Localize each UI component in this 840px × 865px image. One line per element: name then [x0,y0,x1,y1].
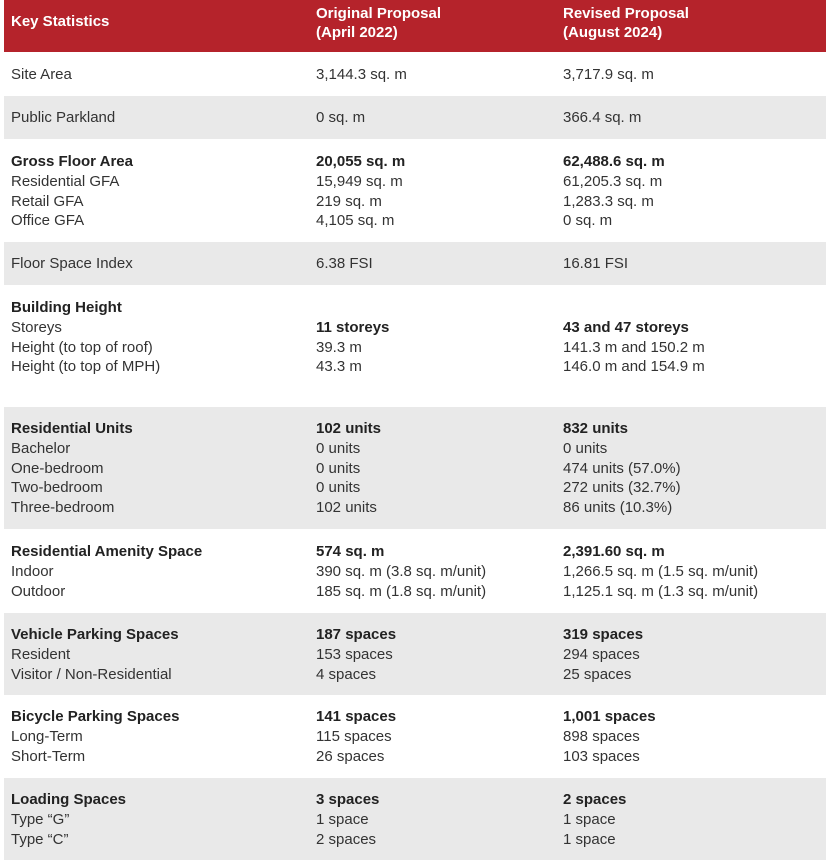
header-key-statistics: Key Statistics [11,13,110,30]
resident-parking-label: Resident [11,645,71,663]
indoor-original: 390 sq. m (3.8 sq. m/unit) [316,562,487,580]
retail-gfa-label: Retail GFA [11,192,84,210]
office-gfa-original: 4,105 sq. m [316,212,395,230]
amenity-label: Residential Amenity Space [11,543,203,560]
loading-label: Loading Spaces [11,791,127,808]
short-term-label: Short-Term [11,747,86,765]
type-c-original: 2 spaces [316,830,377,848]
site-area-revised: 3,717.9 sq. m [563,66,654,83]
type-c-label: Type “C” [11,830,69,848]
office-gfa-label: Office GFA [11,212,85,230]
visitor-parking-original: 4 spaces [316,665,377,683]
three-bedroom-original: 102 units [316,499,377,517]
fsi-label: Floor Space Index [11,255,133,272]
bachelor-label: Bachelor [11,439,71,457]
roof-height-label: Height (to top of roof) [11,338,153,356]
storeys-revised: 43 and 47 storeys [563,318,689,336]
row-gross-floor-area [4,139,826,242]
amenity-original: 574 sq. m [316,543,385,560]
outdoor-label: Outdoor [11,582,66,600]
two-bedroom-label: Two-bedroom [11,479,103,497]
long-term-label: Long-Term [11,727,83,745]
row-site-area [4,52,826,96]
long-term-original: 115 spaces [316,727,392,745]
three-bedroom-revised: 86 units (10.3%) [563,499,673,517]
vehicle-parking-original: 187 spaces [316,626,397,643]
mph-height-revised: 146.0 m and 154.9 m [563,358,705,376]
row-floor-space-index [4,242,826,285]
row-residential-units [4,407,826,529]
office-gfa-revised: 0 sq. m [563,212,613,230]
amenity-revised: 2,391.60 sq. m [563,543,665,560]
row-loading-spaces [4,778,826,860]
visitor-parking-label: Visitor / Non-Residential [11,665,172,683]
resident-parking-revised: 294 spaces [563,645,640,663]
one-bedroom-revised: 474 units (57.0%) [563,459,681,477]
retail-gfa-revised: 1,283.3 sq. m [563,192,654,210]
gfa-original: 20,055 sq. m [316,153,406,170]
bicycle-parking-original: 141 spaces [316,708,397,725]
row-bicycle-parking [4,695,826,778]
type-c-revised: 1 space [563,830,616,848]
gfa-label: Gross Floor Area [11,153,133,170]
bicycle-parking-revised: 1,001 spaces [563,708,656,725]
long-term-revised: 898 spaces [563,727,640,745]
retail-gfa-original: 219 sq. m [316,192,382,210]
storeys-original: 11 storeys [316,318,390,336]
mph-height-original: 43.3 m [316,358,362,376]
units-label: Residential Units [11,420,133,437]
loading-original: 3 spaces [316,791,380,808]
bachelor-original: 0 units [316,439,361,457]
parkland-label: Public Parkland [11,109,116,126]
bachelor-revised: 0 units [563,439,608,457]
outdoor-revised: 1,125.1 sq. m (1.3 sq. m/unit) [563,582,759,600]
residential-gfa-revised: 61,205.3 sq. m [563,172,663,190]
fsi-original: 6.38 FSI [316,255,373,272]
two-bedroom-revised: 272 units (32.7%) [563,479,681,497]
units-revised: 832 units [563,420,629,437]
type-g-original: 1 space [316,810,369,828]
row-building-height [4,285,826,407]
row-vehicle-parking [4,613,826,695]
building-height-label: Building Height [11,299,122,316]
mph-height-label: Height (to top of MPH) [11,358,161,376]
bicycle-parking-label: Bicycle Parking Spaces [11,708,180,725]
vehicle-parking-label: Vehicle Parking Spaces [11,626,179,643]
short-term-revised: 103 spaces [563,747,640,765]
one-bedroom-original: 0 units [316,459,361,477]
loading-revised: 2 spaces [563,791,627,808]
header-revised-proposal: Revised Proposal (August 2024) [563,5,689,41]
roof-height-original: 39.3 m [316,338,362,356]
indoor-label: Indoor [11,562,54,580]
short-term-original: 26 spaces [316,747,385,765]
vehicle-parking-revised: 319 spaces [563,626,644,643]
table-header [4,0,826,52]
site-area-original: 3,144.3 sq. m [316,66,407,83]
outdoor-original: 185 sq. m (1.8 sq. m/unit) [316,582,487,600]
row-public-parkland [4,96,826,139]
header-original-proposal: Original Proposal (April 2022) [316,5,442,41]
indoor-revised: 1,266.5 sq. m (1.5 sq. m/unit) [563,562,759,580]
resident-parking-original: 153 spaces [316,645,393,663]
type-g-label: Type “G” [11,810,70,828]
residential-gfa-label: Residential GFA [11,172,120,190]
two-bedroom-original: 0 units [316,479,361,497]
fsi-revised: 16.81 FSI [563,255,629,272]
one-bedroom-label: One-bedroom [11,459,104,477]
parkland-original: 0 sq. m [316,109,366,126]
units-original: 102 units [316,420,382,437]
site-area-label: Site Area [11,66,72,83]
three-bedroom-label: Three-bedroom [11,499,115,517]
roof-height-revised: 141.3 m and 150.2 m [563,338,705,356]
gfa-revised: 62,488.6 sq. m [563,153,665,170]
storeys-label: Storeys [11,318,62,336]
parkland-revised: 366.4 sq. m [563,109,642,126]
row-amenity-space [4,529,826,613]
visitor-parking-revised: 25 spaces [563,665,632,683]
residential-gfa-original: 15,949 sq. m [316,172,403,190]
key-statistics-table [4,0,826,860]
type-g-revised: 1 space [563,810,616,828]
